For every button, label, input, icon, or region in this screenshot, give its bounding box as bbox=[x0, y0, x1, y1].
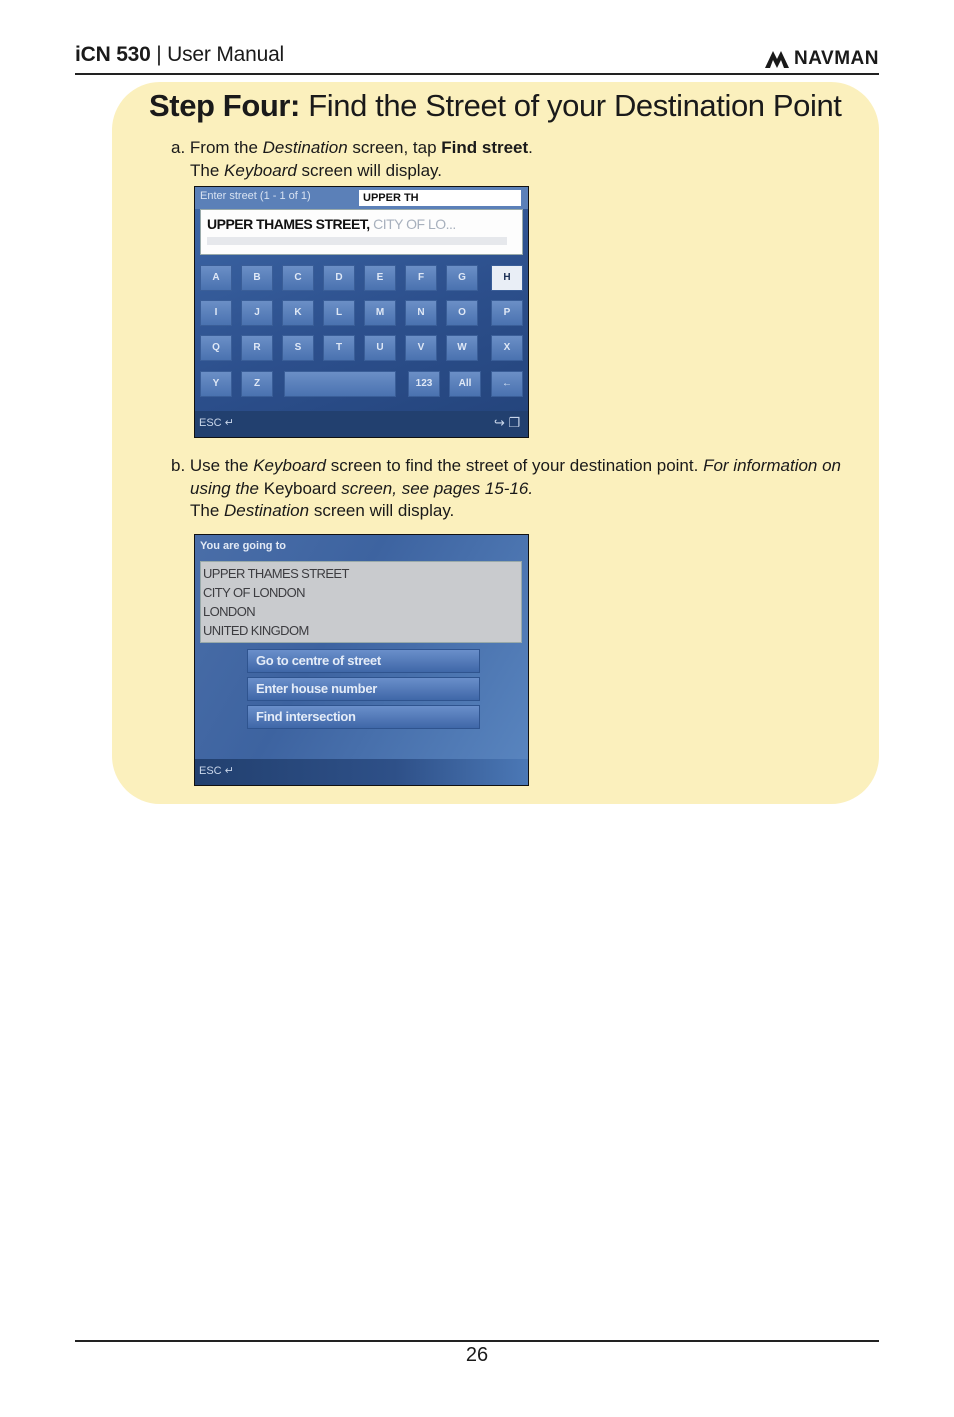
step-title-rest: Find the Street of your Destination Point bbox=[300, 88, 842, 123]
street-result bbox=[200, 209, 523, 255]
keyboard-topbar bbox=[195, 187, 528, 209]
key-t: T bbox=[323, 335, 355, 361]
key-f: F bbox=[405, 265, 437, 291]
address-line: UNITED KINGDOM bbox=[203, 623, 309, 638]
key-c: C bbox=[282, 265, 314, 291]
result-main: UPPER THAMES STREET, bbox=[207, 216, 370, 232]
instruction-b-line2: using the Keyboard screen, see pages 15-16. bbox=[190, 478, 534, 498]
esc-back-icon: ESC ↵ bbox=[199, 765, 234, 777]
page-header bbox=[75, 40, 879, 75]
find-intersection-button: Find intersection bbox=[247, 705, 480, 729]
navman-logo-icon bbox=[764, 49, 790, 69]
document-title bbox=[75, 43, 284, 67]
key-x: X bbox=[491, 335, 523, 361]
step-title bbox=[149, 88, 842, 124]
page-number: 26 bbox=[465, 1344, 489, 1366]
key-s: S bbox=[282, 335, 314, 361]
destination-heading: You are going to bbox=[200, 540, 286, 552]
instruction-a bbox=[171, 137, 533, 182]
key-g: G bbox=[446, 265, 478, 291]
key-k: K bbox=[282, 300, 314, 326]
address-line: LONDON bbox=[203, 604, 256, 619]
key-123: 123 bbox=[408, 371, 440, 397]
esc-back-icon: ESC ↵ bbox=[199, 417, 234, 429]
instruction-b-line1: b. Use the Keyboard screen to find the street of your destination point. For information on bbox=[171, 456, 842, 475]
instruction-a-line2: The Keyboard screen will display. bbox=[190, 160, 442, 180]
key-u: U bbox=[364, 335, 396, 361]
key-z: Z bbox=[241, 371, 273, 397]
enter-house-number-button: Enter house number bbox=[247, 677, 480, 701]
destination-bottombar bbox=[195, 759, 528, 785]
key-i: I bbox=[200, 300, 232, 326]
next-icon: ↪ ❐ bbox=[493, 415, 520, 430]
key-q: Q bbox=[200, 335, 232, 361]
key-r: R bbox=[241, 335, 273, 361]
key-v: V bbox=[405, 335, 437, 361]
footer-rule bbox=[75, 1340, 879, 1342]
key-w: W bbox=[446, 335, 478, 361]
street-input: UPPER TH bbox=[359, 190, 521, 206]
key-a: A bbox=[200, 265, 232, 291]
destination-screenshot bbox=[194, 534, 529, 786]
result-second-line bbox=[207, 237, 507, 245]
key-p: P bbox=[491, 300, 523, 326]
key-o: O bbox=[446, 300, 478, 326]
key-l: L bbox=[323, 300, 355, 326]
key-m: M bbox=[364, 300, 396, 326]
step-title-bold: Step Four: bbox=[149, 88, 300, 123]
result-dim: CITY OF LO... bbox=[369, 216, 456, 232]
model-name: iCN 530 bbox=[75, 43, 151, 66]
title-separator: | bbox=[150, 43, 168, 66]
keyboard-bottombar bbox=[195, 411, 528, 437]
keyboard-screenshot bbox=[194, 186, 529, 438]
key-y: Y bbox=[200, 371, 232, 397]
manual-label: User Manual bbox=[167, 43, 285, 66]
destination-address bbox=[200, 561, 522, 643]
key-all: All bbox=[449, 371, 481, 397]
logo-text: NAVMAN bbox=[794, 48, 879, 69]
instruction-a-line1: a. From the Destination screen, tap Find street. bbox=[171, 138, 533, 157]
key-b: B bbox=[241, 265, 273, 291]
step-panel bbox=[112, 82, 879, 804]
key-j: J bbox=[241, 300, 273, 326]
keyboard-label: Enter street (1 - 1 of 1) bbox=[200, 190, 311, 202]
key-n: N bbox=[405, 300, 437, 326]
address-line: CITY OF LONDON bbox=[203, 585, 305, 600]
key-backspace: ← bbox=[491, 371, 523, 397]
key-h: H bbox=[491, 265, 523, 291]
navman-logo bbox=[764, 48, 879, 70]
key-space bbox=[284, 371, 396, 397]
go-to-centre-button: Go to centre of street bbox=[247, 649, 480, 673]
key-e: E bbox=[364, 265, 396, 291]
key-d: D bbox=[323, 265, 355, 291]
address-line: UPPER THAMES STREET bbox=[203, 566, 349, 581]
instruction-b bbox=[171, 455, 841, 523]
instruction-b-line3: The Destination screen will display. bbox=[190, 501, 455, 520]
